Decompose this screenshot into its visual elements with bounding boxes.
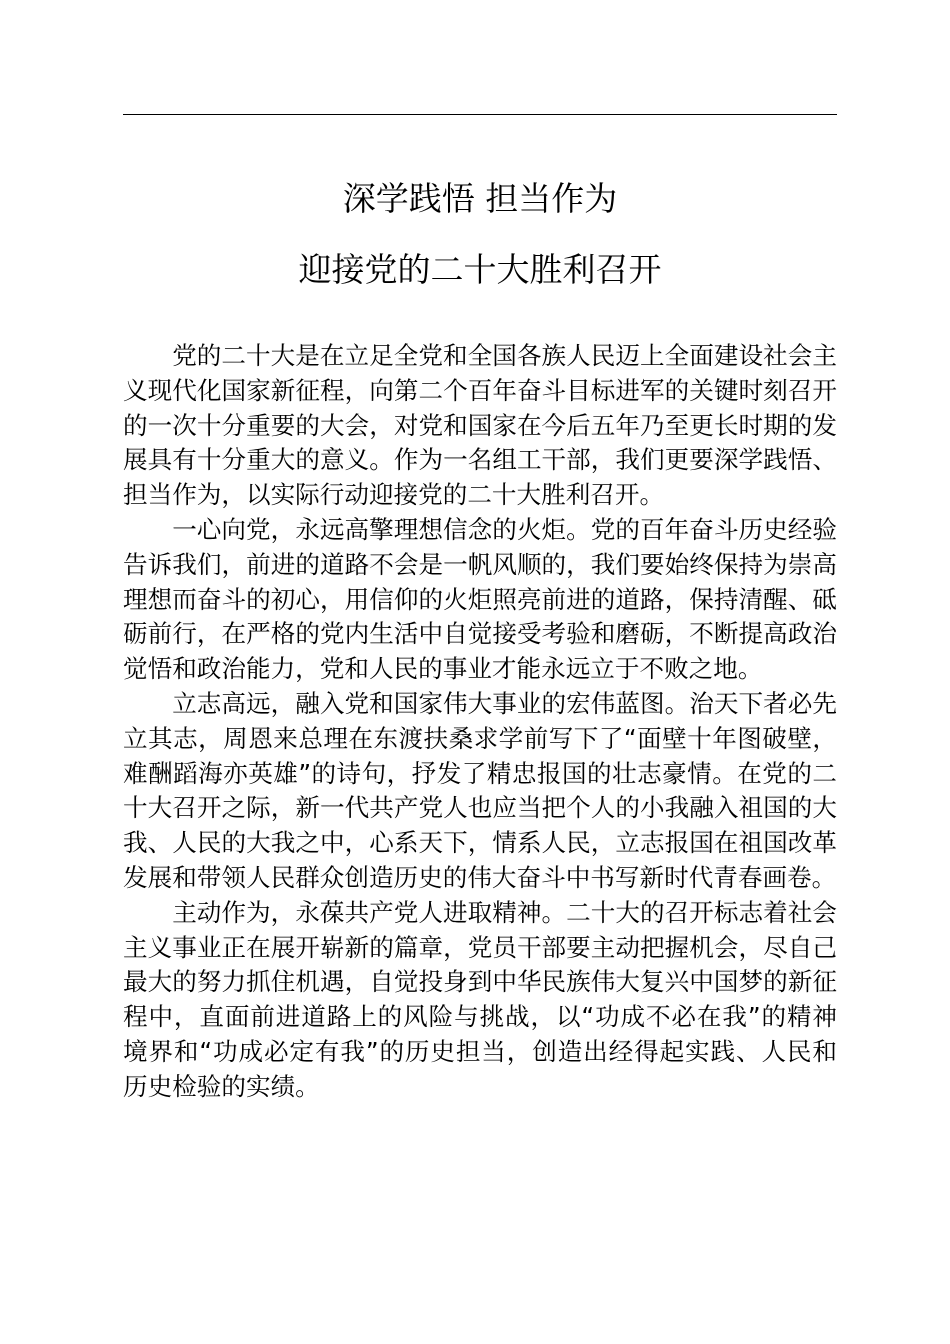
paragraph-aspirations: 立志高远，融入党和国家伟大事业的宏伟蓝图。治天下者必先立其志，周恩来总理在东渡扶桑求学前写下了“面壁十年图破壁，难酬蹈海亦英雄”的诗句，抒发了精忠报国的壮志豪情。在党的二十大召开之际，新一代共产党人也应当把个人的小我融入祖国的大我、人民的大我之中，心系天下，情系人民，立志报国在祖国改革发展和带领人民群众创造历史的伟大奋斗中书写新时代青春画卷。	[123, 688, 837, 892]
document-title-line-1: 深学践悟 担当作为	[342, 179, 618, 218]
document-title-line-2: 迎接党的二十大胜利召开	[298, 250, 662, 289]
document-body	[123, 339, 837, 1105]
paragraph-intro: 党的二十大是在立足全党和全国各族人民迈上全面建设社会主义现代化国家新征程，向第二个百年奋斗目标进军的关键时刻召开的一次十分重要的大会，对党和国家在今后五年乃至更长时期的发展具有十分重大的意义。作为一名组工干部，我们更要深学践悟、担当作为，以实际行动迎接党的二十大胜利召开。	[123, 341, 837, 510]
header-divider	[123, 114, 837, 115]
paragraph-action: 主动作为，永葆共产党人进取精神。二十大的召开标志着社会主义事业正在展开崭新的篇章，党员干部要主动把握机会，尽自己最大的努力抓住机遇，自觉投身到中华民族伟大复兴中国梦的新征程中，直面前进道路上的风险与挑战，以“功成不必在我”的精神境界和“功成必定有我”的历史担当，创造出经得起实践、人民和历史检验的实绩。	[123, 897, 837, 1101]
paragraph-ideals: 一心向党，永远高擎理想信念的火炬。党的百年奋斗历史经验告诉我们，前进的道路不会是一帆风顺的，我们要始终保持为崇高理想而奋斗的初心，用信仰的火炬照亮前进的道路，保持清醒、砥砺前行，在严格的党内生活中自觉接受考验和磨砺，不断提高政治觉悟和政治能力，党和人民的事业才能永远立于不败之地。	[123, 514, 837, 684]
